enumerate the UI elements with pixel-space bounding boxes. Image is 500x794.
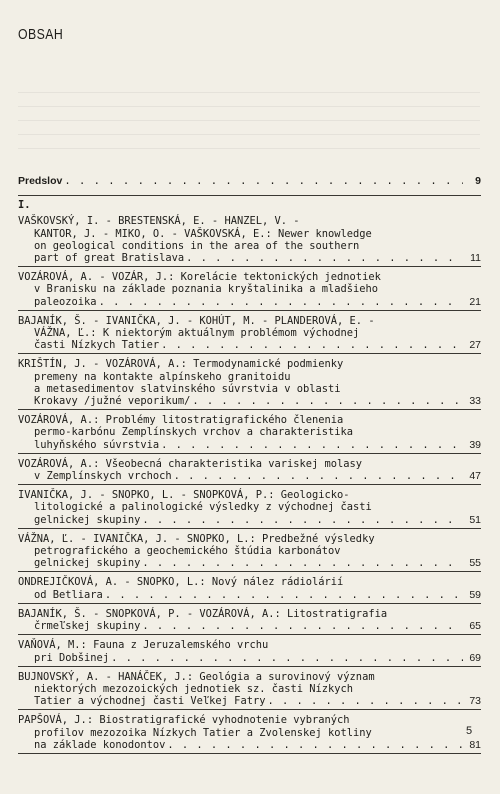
leader-dots — [142, 620, 463, 632]
entry-page-number: 33 — [469, 395, 481, 408]
leader-dots — [167, 739, 463, 751]
faint-rule — [18, 134, 480, 135]
entry-last-line — [18, 652, 481, 664]
entry-page-number: 27 — [469, 339, 481, 352]
entry-authors-line: KRIŠTÍN, J. - VOZÁROVÁ, A.: Termodynamické podmienky — [18, 358, 344, 371]
entry-last-line — [18, 395, 481, 407]
toc-entry[interactable] — [18, 639, 481, 666]
entry-authors-line: VOZÁROVÁ, A.: Problémy litostratigrafického členenia — [18, 414, 344, 427]
leader-dots — [192, 395, 463, 407]
section-number: I. — [18, 199, 31, 212]
toc-entry[interactable] — [18, 714, 481, 754]
leader-dots — [186, 252, 463, 264]
entry-last-line — [18, 514, 481, 526]
entry-title-line: od Betliara — [34, 588, 103, 601]
entry-title-line: na základe konodontov — [34, 738, 166, 751]
entry-authors-line: ONDREJIČKOVÁ, A. - SNOPKO, L.: Nový nález rádiolárií — [18, 576, 344, 589]
entry-page-number: 39 — [469, 438, 481, 451]
separator-rule — [18, 195, 481, 196]
page-number: 5 — [466, 725, 473, 737]
entry-page-number: 69 — [469, 651, 481, 664]
entry-last-line — [18, 252, 481, 264]
faint-rule — [18, 92, 480, 93]
entry-page-number: 59 — [469, 588, 481, 601]
entry-title-line: on geological conditions in the area of the southern — [34, 239, 360, 252]
entry-authors-line: VAŠKOVSKÝ, I. - BRESTENSKÁ, E. - HANZEL, V. - — [18, 215, 300, 228]
table-of-contents — [18, 175, 481, 758]
entry-title-line: v Branisku na základe poznania kryštalinika a mladšieho — [34, 283, 379, 296]
entry-last-line — [18, 739, 481, 751]
entry-authors-line: VOZÁROVÁ, A.: Všeobecná charakteristika variskej molasy — [18, 457, 363, 470]
toc-entry[interactable] — [18, 458, 481, 485]
entry-authors-line: PAPŠOVÁ, J.: Biostratigrafické vyhodnotenie vybraných — [18, 714, 350, 727]
entry-last-line — [18, 695, 481, 707]
entry-title-line: niektorých mezozoických jednotiek sz. časti Nízkych — [34, 682, 354, 695]
entry-title-line: v Zemplínskych vrchoch — [34, 470, 172, 483]
entry-title-line: petrografického a geochemického štúdia karbonátov — [34, 545, 341, 558]
entry-page-number: 73 — [469, 695, 481, 708]
entry-authors-line: VOZÁROVÁ, A. - VOZÁR, J.: Korelácie tektonických jednotiek — [18, 271, 381, 284]
entry-page-number: 55 — [469, 557, 481, 570]
entry-title-line: črmeľskej skupiny — [34, 620, 141, 633]
faint-rule — [18, 148, 480, 149]
leader-dots — [267, 695, 463, 707]
leader-dots — [174, 470, 463, 482]
leader-dots — [161, 439, 463, 451]
entry-authors-line: BAJANÍK, Š. - IVANIČKA, J. - KOHÚT, M. - PLANDEROVÁ, E. - — [18, 314, 375, 327]
entry-page-number: 47 — [469, 470, 481, 483]
entry-authors-line: BAJANÍK, Š. - SNOPKOVÁ, P. - VOZÁROVÁ, A.: Litostratigrafia — [18, 607, 388, 620]
leader-dots — [64, 175, 463, 187]
entry-page-number: 21 — [469, 295, 481, 308]
entry-page-number: 11 — [470, 252, 481, 265]
entry-last-line — [18, 557, 481, 569]
entry-title-line: paleozoika — [34, 295, 97, 308]
entry-page-number: 81 — [469, 738, 481, 751]
leader-dots — [161, 339, 463, 351]
entry-title-line: a metasedimentov slatvinského súvrstvia v oblasti — [34, 382, 341, 395]
entry-title-line: KANTOR, J. - MIKO, O. - VAŠKOVSKÁ, E.: Newer knowledge — [34, 227, 372, 240]
entry-title-line: gelnickej skupiny — [34, 557, 141, 570]
entry-page-number: 51 — [469, 513, 481, 526]
page-heading: OBSAH — [18, 26, 64, 43]
entry-last-line — [18, 620, 481, 632]
entry-last-line — [18, 439, 481, 451]
entry-title-line: permo-karbónu Zemplínskych vrchov a charakteristika — [34, 426, 354, 439]
entry-last-line — [18, 339, 481, 351]
entry-last-line — [18, 589, 481, 601]
leader-dots — [142, 514, 463, 526]
entry-title-line: part of great Bratislava — [34, 252, 185, 265]
entry-title-line: Tatier a východnej časti Veľkej Fatry — [34, 695, 266, 708]
entry-authors-line: VÁŽNA, Ľ. - IVANIČKA, J. - SNOPKO, L.: Predbežné výsledky — [18, 532, 375, 545]
faint-rule — [18, 106, 480, 107]
entry-title-line: Krokavy /južné veporikum/ — [34, 395, 191, 408]
toc-entry[interactable] — [18, 608, 481, 635]
entry-authors-line: VAŇOVÁ, M.: Fauna z Jeruzalemského vrchu — [18, 639, 269, 652]
toc-entry[interactable] — [18, 533, 481, 573]
toc-entry[interactable] — [18, 271, 481, 311]
leader-dots — [99, 296, 463, 308]
entry-title-line: pri Dobšinej — [34, 651, 110, 664]
leader-dots — [142, 557, 463, 569]
preface-page: 9 — [475, 175, 481, 187]
entry-authors-line: IVANIČKA, J. - SNOPKO, L. - SNOPKOVÁ, P.: Geologicko- — [18, 489, 350, 502]
entry-last-line — [18, 470, 481, 482]
entry-authors-line: BUJNOVSKÝ, A. - HANÁČEK, J.: Geológia a surovinový význam — [18, 670, 375, 683]
toc-entry[interactable] — [18, 671, 481, 711]
preface-row[interactable] — [18, 175, 481, 187]
toc-entry[interactable] — [18, 414, 481, 454]
entry-title-line: litologické a palinologické výsledky z východnej časti — [34, 501, 372, 514]
leader-dots — [105, 589, 463, 601]
toc-entry[interactable] — [18, 215, 481, 267]
faint-rule — [18, 120, 480, 121]
toc-entry[interactable] — [18, 489, 481, 529]
entry-title-line: VÁŽNA, Ľ.: K niektorým aktuálnym problémom východnej — [34, 327, 360, 340]
entry-title-line: premeny na kontakte alpínskeho granitoidu — [34, 370, 291, 383]
entry-title-line: luhyňského súvrstvia — [34, 438, 160, 451]
entry-page-number: 65 — [469, 620, 481, 633]
toc-entries — [18, 215, 481, 754]
toc-entry[interactable] — [18, 576, 481, 603]
toc-entry[interactable] — [18, 358, 481, 410]
entry-title-line: časti Nízkych Tatier — [34, 339, 160, 352]
entry-last-line — [18, 296, 481, 308]
entry-title-line: profilov mezozoika Nízkych Tatier a Zvolenskej kotliny — [34, 726, 372, 739]
leader-dots — [111, 652, 463, 664]
entry-title-line: gelnickej skupiny — [34, 513, 141, 526]
preface-label: Predslov — [18, 175, 63, 187]
toc-entry[interactable] — [18, 315, 481, 355]
